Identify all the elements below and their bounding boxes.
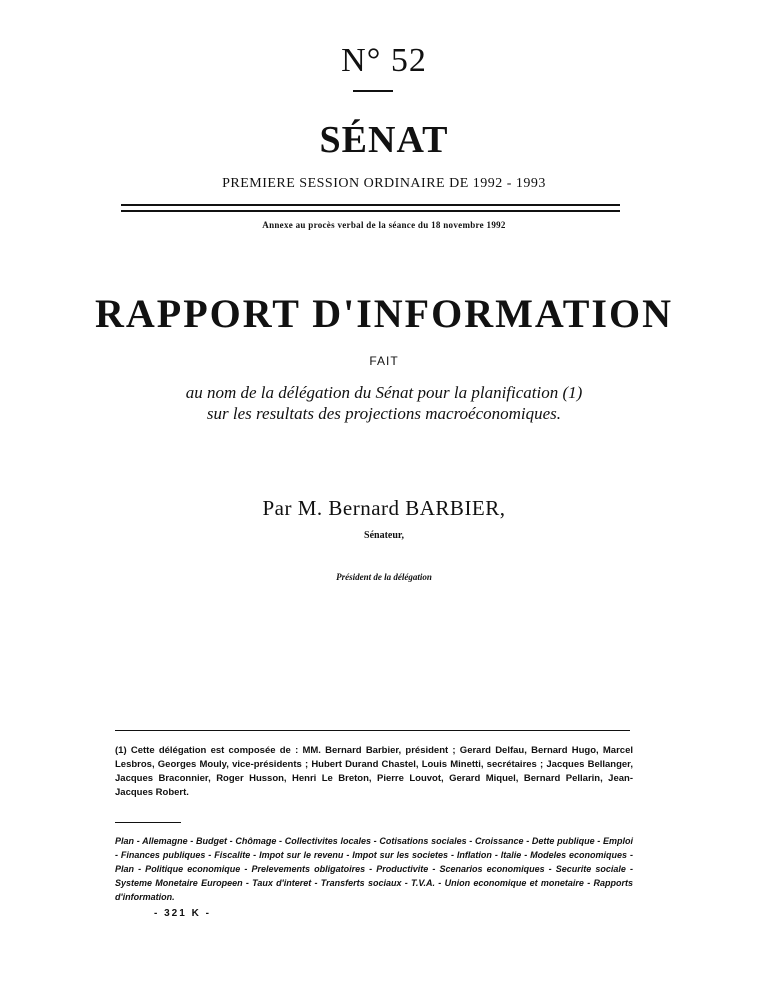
double-rule-bottom bbox=[121, 210, 620, 212]
document-reference: - 321 K - bbox=[154, 908, 211, 919]
session-line: PREMIERE SESSION ORDINAIRE DE 1992 - 1993 bbox=[222, 176, 546, 191]
report-subject bbox=[0, 382, 768, 424]
number-underline bbox=[353, 90, 393, 92]
report-subject-line2: sur les resultats des projections macroéconomiques. bbox=[206, 404, 562, 423]
fait-label: FAIT bbox=[369, 354, 399, 368]
author-role: Sénateur, bbox=[364, 530, 404, 541]
author-role-president: Président de la délégation bbox=[336, 572, 432, 582]
keywords-list: Plan - Allemagne - Budget - Chômage - Collectivites locales - Cotisations sociales - Croissance - Dette publique - Emploi - Finances publiques - Fiscalite - Impot sur le revenu - Impot sur les societes - Inflation - Italie - Modeles economiques - Plan - Politique economique - Prelevements obligatoires - Productivite - Scenarios economiques - Securite sociale - Systeme Monetaire Europeen - Taux d'interet - Transferts sociaux - T.V.A. - Union economique et monetaire - Rapports d'information. bbox=[115, 836, 633, 902]
report-subject-line1: au nom de la délégation du Sénat pour la planification (1) bbox=[185, 383, 583, 402]
double-rule-top bbox=[121, 204, 620, 206]
annexe-line: Annexe au procès verbal de la séance du 18 novembre 1992 bbox=[262, 220, 506, 230]
keywords-divider bbox=[115, 822, 181, 823]
chamber-title: SÉNAT bbox=[319, 119, 449, 161]
footnote-divider bbox=[115, 730, 630, 731]
report-title: RAPPORT D'INFORMATION bbox=[95, 291, 673, 336]
delegation-footnote: (1) Cette délégation est composée de : MM. Bernard Barbier, président ; Gerard Delfau, Bernard Hugo, Marcel Lesbros, Georges Mouly, vice-présidents ; Hubert Durand Chastel, Louis Minetti, secrétaires ; Jacques Bellanger, Jacques Braconnier, Roger Husson, Henri Le Breton, Pierre Louvot, Gerard Miquel, Bernard Pellarin, Jean-Jacques Robert. bbox=[115, 745, 633, 798]
author-byline: Par M. Bernard BARBIER, bbox=[262, 496, 506, 520]
report-number: N° 52 bbox=[341, 42, 427, 79]
